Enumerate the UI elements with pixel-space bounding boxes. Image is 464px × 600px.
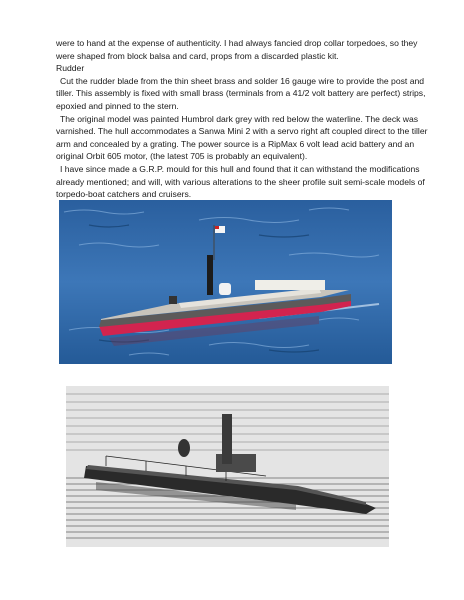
article-text	[56, 37, 436, 201]
paragraph-painting: The original model was painted Humbrol dark grey with red below the waterline. The deck was varnished. The hull accommodates a Sanwa Mini 2 with a servo right aft coupled direct to the tiller arm and concealed by a grating. The power source is a RipMax 6 volt lead acid battery and an original Orbit 605 motor, (the latest 705 is probably an equivalent).	[56, 113, 428, 162]
historic-engraving	[66, 386, 389, 547]
model-boat-illustration	[59, 200, 392, 364]
paragraph-mould: I have since made a G.R.P. mould for this hull and found that it can withstand the modifications already mentioned; and will, with various alterations to the sheer profile suit semi-scale models of torpedo-boat catchers and cruisers.	[56, 163, 425, 200]
paragraph-intro: were to hand at the expense of authenticity. I had always fancied drop collar torpedoes, so they were shaped from block balsa and card, props from a discarded plastic kit.	[56, 38, 418, 61]
paragraph-rudder: Cut the rudder blade from the thin sheet brass and solder 16 gauge wire to provide the post and tiller. This assembly is fixed with small brass (terminals from a 41/2 volt battery are perfect) strips, epoxied and pinned to the stern.	[56, 75, 426, 111]
engraving-illustration	[66, 386, 389, 547]
section-heading-rudder: Rudder	[56, 63, 85, 74]
model-boat-photo	[59, 200, 392, 364]
